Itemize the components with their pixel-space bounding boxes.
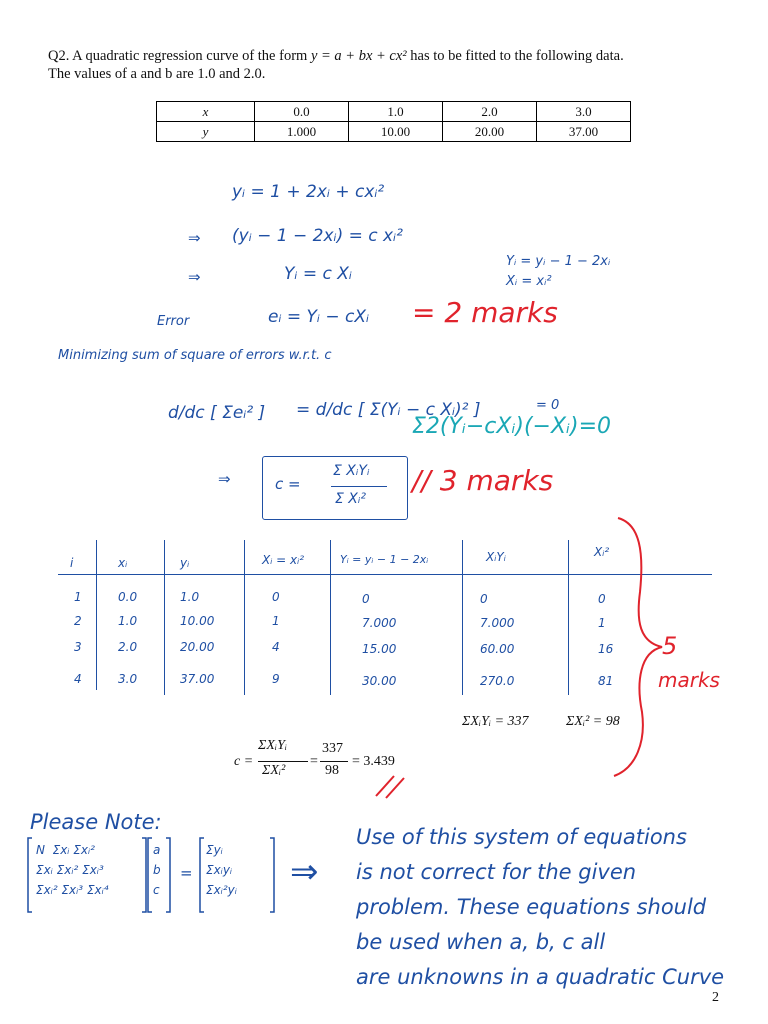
calc-cell: 0	[362, 592, 370, 606]
matrix-row: N Σxᵢ Σxᵢ²	[36, 843, 95, 857]
calc-cell: 0	[480, 592, 488, 606]
derivative-right: = 0	[536, 398, 560, 413]
arrow-3: ⇒	[218, 470, 231, 488]
calc-cell: 1	[74, 590, 82, 604]
calc-header: yᵢ	[180, 556, 190, 570]
red-check-marks	[372, 770, 408, 800]
calc-header: XᵢYᵢ	[486, 550, 506, 564]
result-den-val: 98	[325, 763, 339, 778]
vector-entry: a	[153, 843, 161, 857]
calc-cell: 81	[598, 674, 614, 688]
arrow-2: ⇒	[188, 268, 201, 286]
vector-entry: b	[153, 863, 161, 877]
boxed-numerator: Σ XᵢYᵢ	[333, 463, 370, 479]
table-cell: 1.0	[349, 102, 443, 122]
calc-col-line	[96, 540, 97, 690]
table-cell: 37.00	[537, 122, 631, 142]
matrix-row: Σxᵢ Σxᵢ² Σxᵢ³	[36, 863, 104, 877]
calc-header: xᵢ	[118, 556, 128, 570]
table-cell: 3.0	[537, 102, 631, 122]
boxed-denominator: Σ Xᵢ²	[335, 491, 367, 507]
note-line: be used when a, b, c all	[356, 930, 606, 954]
note-comment	[356, 820, 724, 995]
calc-header: Yᵢ = yᵢ − 1 − 2xᵢ	[340, 553, 429, 566]
fraction-bar	[320, 761, 348, 762]
calc-cell: 4	[74, 672, 82, 686]
derivative-left: d/dc [ Σeᵢ² ]	[168, 403, 266, 423]
question-line-1: Q2. A quadratic regression curve of the form y = a + bx + cx² has to be fitted to the following data.	[48, 48, 624, 64]
calc-cell: 7.000	[362, 616, 397, 630]
calc-col-line	[244, 540, 245, 695]
eq-1: yᵢ = 1 + 2xᵢ + cxᵢ²	[232, 182, 385, 202]
rhs-vector	[206, 840, 237, 900]
marks-2: = 2 marks	[412, 296, 558, 329]
calc-cell: 3	[74, 640, 82, 654]
fraction-bar	[331, 486, 387, 487]
note-title: Please Note:	[30, 810, 162, 834]
eq-3: Yᵢ = c Xᵢ	[284, 264, 352, 284]
def-X: Xᵢ = xᵢ²	[506, 274, 552, 289]
rhs-entry: Σxᵢyᵢ	[206, 863, 233, 877]
table-cell: 1.000	[255, 122, 349, 142]
table-cell: 10.00	[349, 122, 443, 142]
calc-col-line	[164, 540, 165, 695]
row-label-x: x	[157, 102, 255, 122]
error-label: Error	[157, 314, 190, 329]
result-num-val: 337	[322, 741, 343, 756]
note-line: are unknowns in a quadratic Curve	[356, 965, 725, 989]
sum-xy: ΣXᵢYᵢ = 337	[462, 714, 529, 729]
fraction-bar	[258, 761, 308, 762]
calc-cell: 2.0	[118, 640, 138, 654]
calc-cell: 0.0	[118, 590, 138, 604]
calc-header: Xᵢ²	[594, 545, 610, 559]
result-den: ΣXᵢ²	[262, 763, 286, 778]
note-line: Use of this system of equations	[356, 825, 687, 849]
calc-cell: 1	[598, 616, 606, 630]
sum-x2: ΣXᵢ² = 98	[566, 714, 620, 729]
error-eq: eᵢ = Yᵢ − cXᵢ	[268, 307, 370, 327]
table-cell: 2.0	[443, 102, 537, 122]
calc-cell: 16	[598, 642, 614, 656]
boxed-formula	[262, 456, 408, 520]
table-row	[157, 102, 631, 122]
calc-cell: 9	[272, 672, 280, 686]
calc-header: Xᵢ = xᵢ²	[262, 553, 305, 567]
calc-cell: 2	[74, 614, 82, 628]
calc-cell: 3.0	[118, 672, 138, 686]
table-cell: 20.00	[443, 122, 537, 142]
result-value: = 3.439	[352, 754, 395, 769]
calc-cell: 37.00	[180, 672, 215, 686]
calc-cell: 0	[598, 592, 606, 606]
result-num: ΣXᵢYᵢ	[258, 738, 288, 753]
calc-cell: 60.00	[480, 642, 515, 656]
vector-entry: c	[153, 883, 160, 897]
calc-cell: 7.000	[480, 616, 515, 630]
calc-cell: 270.0	[480, 674, 515, 688]
rhs-entry: Σyᵢ	[206, 843, 223, 857]
eq-2: (yᵢ − 1 − 2xᵢ) = c xᵢ²	[232, 226, 403, 246]
calc-cell: 1.0	[180, 590, 200, 604]
arrow-1: ⇒	[188, 229, 201, 247]
calc-cell: 1	[272, 614, 280, 628]
calc-header: i	[70, 556, 74, 570]
page-number: 2	[712, 990, 719, 1005]
matrix	[36, 840, 109, 900]
result-equals: =	[310, 754, 318, 769]
calc-cell: 0	[272, 590, 280, 604]
equation: y = a + bx + cx²	[310, 48, 407, 64]
calc-col-line	[568, 540, 569, 695]
calc-cell: 4	[272, 640, 280, 654]
green-equation: Σ2(Yᵢ−cXᵢ)(−Xᵢ)=0	[412, 414, 611, 439]
result-c-label: c =	[234, 754, 254, 769]
unknown-vector	[153, 840, 161, 900]
calc-cell: 15.00	[362, 642, 397, 656]
marks-bracket	[600, 512, 768, 782]
note-line: problem. These equations should	[356, 895, 707, 919]
calc-cell: 20.00	[180, 640, 215, 654]
marks-5-number: 5	[662, 632, 678, 660]
calc-col-line	[462, 540, 463, 695]
table-cell: 0.0	[255, 102, 349, 122]
boxed-c-label: c =	[275, 475, 301, 493]
calc-cell: 10.00	[180, 614, 215, 628]
matrix-row: Σxᵢ² Σxᵢ³ Σxᵢ⁴	[36, 883, 109, 897]
rhs-entry: Σxᵢ²yᵢ	[206, 883, 237, 897]
question-line-2: The values of a and b are 1.0 and 2.0.	[48, 66, 266, 82]
note-line: is not correct for the given	[356, 860, 637, 884]
minimizing-text: Minimizing sum of square of errors w.r.t. c	[58, 348, 332, 363]
note-arrow: ⇒	[290, 852, 319, 892]
matrix-equals: =	[180, 864, 193, 882]
calc-cell: 1.0	[118, 614, 138, 628]
derivative-mid: = d/dc [ Σ(Yᵢ − c Xᵢ)² ]	[296, 400, 481, 420]
marks-3: // 3 marks	[412, 464, 554, 497]
row-label-y: y	[157, 122, 255, 142]
data-table	[156, 101, 631, 142]
calc-col-line	[330, 540, 331, 695]
table-row	[157, 122, 631, 142]
marks-5-label: marks	[658, 668, 720, 692]
calc-cell: 30.00	[362, 674, 397, 688]
def-Y: Yᵢ = yᵢ − 1 − 2xᵢ	[506, 254, 611, 269]
